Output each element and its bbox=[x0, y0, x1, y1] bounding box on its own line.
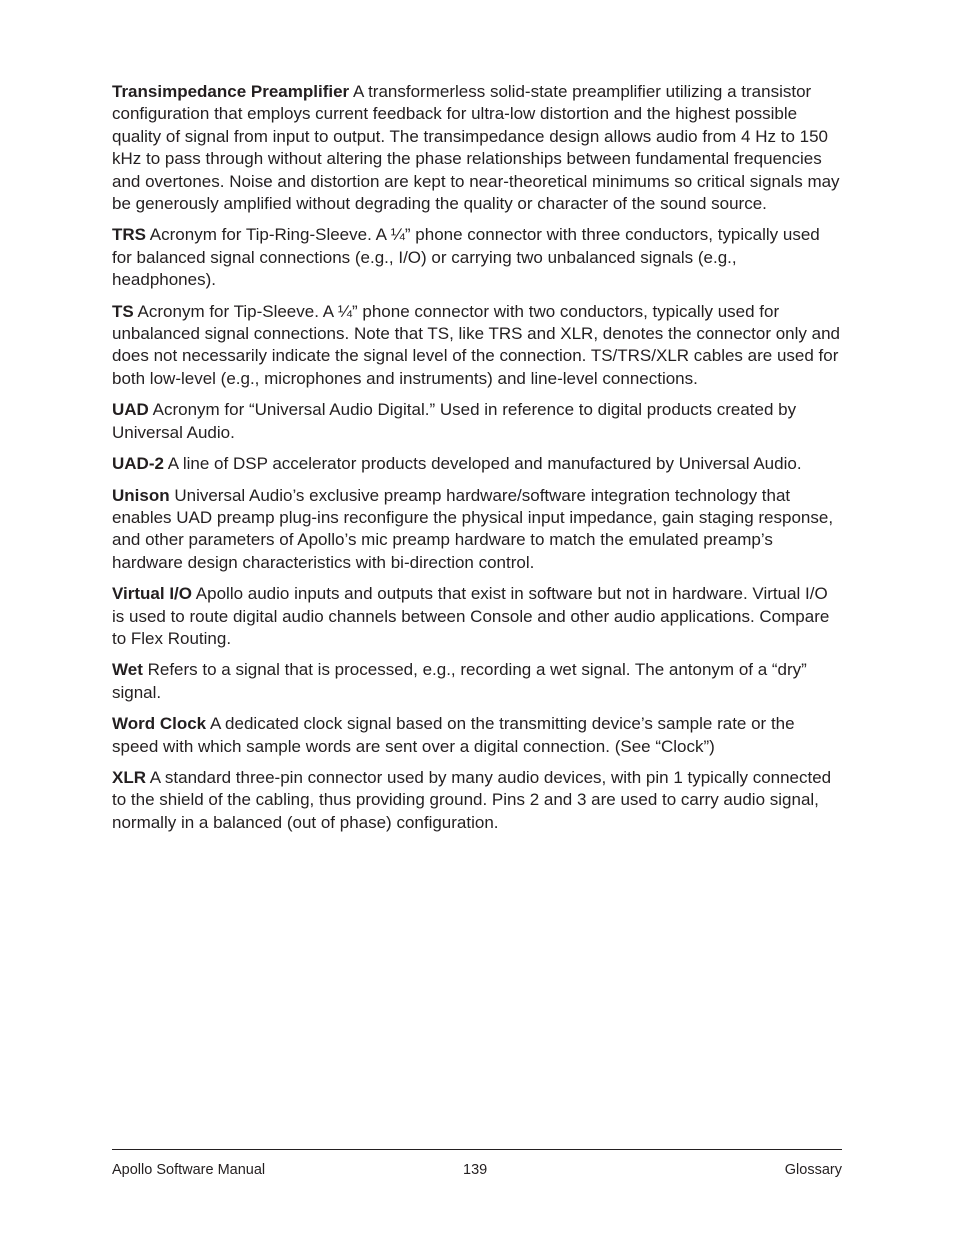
glossary-entry-trs bbox=[112, 224, 844, 291]
glossary-entry-uad-2 bbox=[112, 453, 844, 475]
glossary-term: Transimpedance Preamplifier bbox=[112, 82, 350, 101]
footer-page-number: 139 bbox=[463, 1162, 488, 1178]
glossary-definition: Acronym for Tip-Ring-Sleeve. A ¼” phone connector with three conductors, typically used for balanced signal connections (e.g., I/O) or carrying two unbalanced signals (e.g., headphones). bbox=[112, 225, 820, 290]
glossary-term: Word Clock bbox=[112, 714, 207, 734]
glossary-term: XLR bbox=[112, 767, 146, 787]
glossary-term: Unison bbox=[112, 485, 170, 505]
glossary-definition: Acronym for Tip-Sleeve. A ¼” phone connector with two conductors, typically used for unbalanced signal connections. Note that TS, like TRS and XLR, denotes the connector only and does not necessarily indicate the signal level of the connection. TS/TRS/XLR cables are used for both low-level (e.g., microphones and instruments) and line-level connections. bbox=[112, 301, 841, 388]
glossary-entry-uad bbox=[112, 399, 844, 444]
glossary-term: TRS bbox=[112, 225, 146, 245]
glossary-term: UAD-2 bbox=[112, 454, 164, 474]
footer-manual-title: Apollo Software Manual bbox=[112, 1162, 266, 1178]
glossary-term: UAD bbox=[112, 400, 149, 420]
glossary-entry-xlr bbox=[112, 767, 844, 834]
glossary-definition: A dedicated clock signal based on the transmitting device’s sample rate or the speed with which sample words are sent over a digital connection. (See “Clock”) bbox=[112, 714, 795, 756]
glossary-definition: Universal Audio’s exclusive preamp hardware/software integration technology that enables UAD preamp plug-ins reconfigure the physical input impedance, gain staging response, and other parameters of Apollo’s mic preamp hardware to match the emulated preamp’s hardware design characteristics with bi-direction control. bbox=[112, 485, 834, 572]
glossary-entry-unison bbox=[112, 485, 844, 575]
footer-divider bbox=[112, 1149, 842, 1150]
glossary-entry-word-clock bbox=[112, 713, 844, 758]
glossary-definition: A transformerless solid-state preamplifier utilizing a transistor configuration that employs current feedback for ultra-low distortion and the highest possible quality of signal from input to output. The transimpedance design allows audio from 4 Hz to 150 kHz to pass through without altering the phase relationships between fundamental frequencies and overtones. Noise and distortion are kept to near-theoretical minimums so critical signals may be generously amplified without degrading the quality or character of the sound source. bbox=[112, 82, 840, 214]
glossary-content bbox=[112, 81, 844, 843]
glossary-term: Wet bbox=[112, 660, 143, 680]
glossary-definition: Apollo audio inputs and outputs that exist in software but not in hardware. Virtual I/O is used to route digital audio channels between Console and other audio applications. Compare to Flex Routing. bbox=[112, 584, 830, 648]
glossary-definition: A line of DSP accelerator products developed and manufactured by Universal Audio. bbox=[167, 454, 802, 474]
footer-section-title: Glossary bbox=[784, 1162, 842, 1178]
glossary-definition: Refers to a signal that is processed, e.g., recording a wet signal. The antonym of a “dry” signal. bbox=[112, 660, 807, 702]
glossary-definition: Acronym for “Universal Audio Digital.” Used in reference to digital products created by Universal Audio. bbox=[112, 400, 797, 442]
glossary-entry-transimpedance-preamplifier bbox=[112, 81, 844, 215]
glossary-term: Virtual I/O bbox=[112, 584, 192, 604]
glossary-definition: A standard three-pin connector used by many audio devices, with pin 1 typically connected to the shield of the cabling, thus providing ground. Pins 2 and 3 are used to carry audio signal, normally in a balanced (out of phase) configuration. bbox=[112, 767, 832, 832]
glossary-entry-ts bbox=[112, 301, 844, 391]
glossary-term: TS bbox=[112, 301, 134, 321]
glossary-entry-wet bbox=[112, 659, 844, 704]
glossary-entry-virtual-io bbox=[112, 583, 844, 650]
